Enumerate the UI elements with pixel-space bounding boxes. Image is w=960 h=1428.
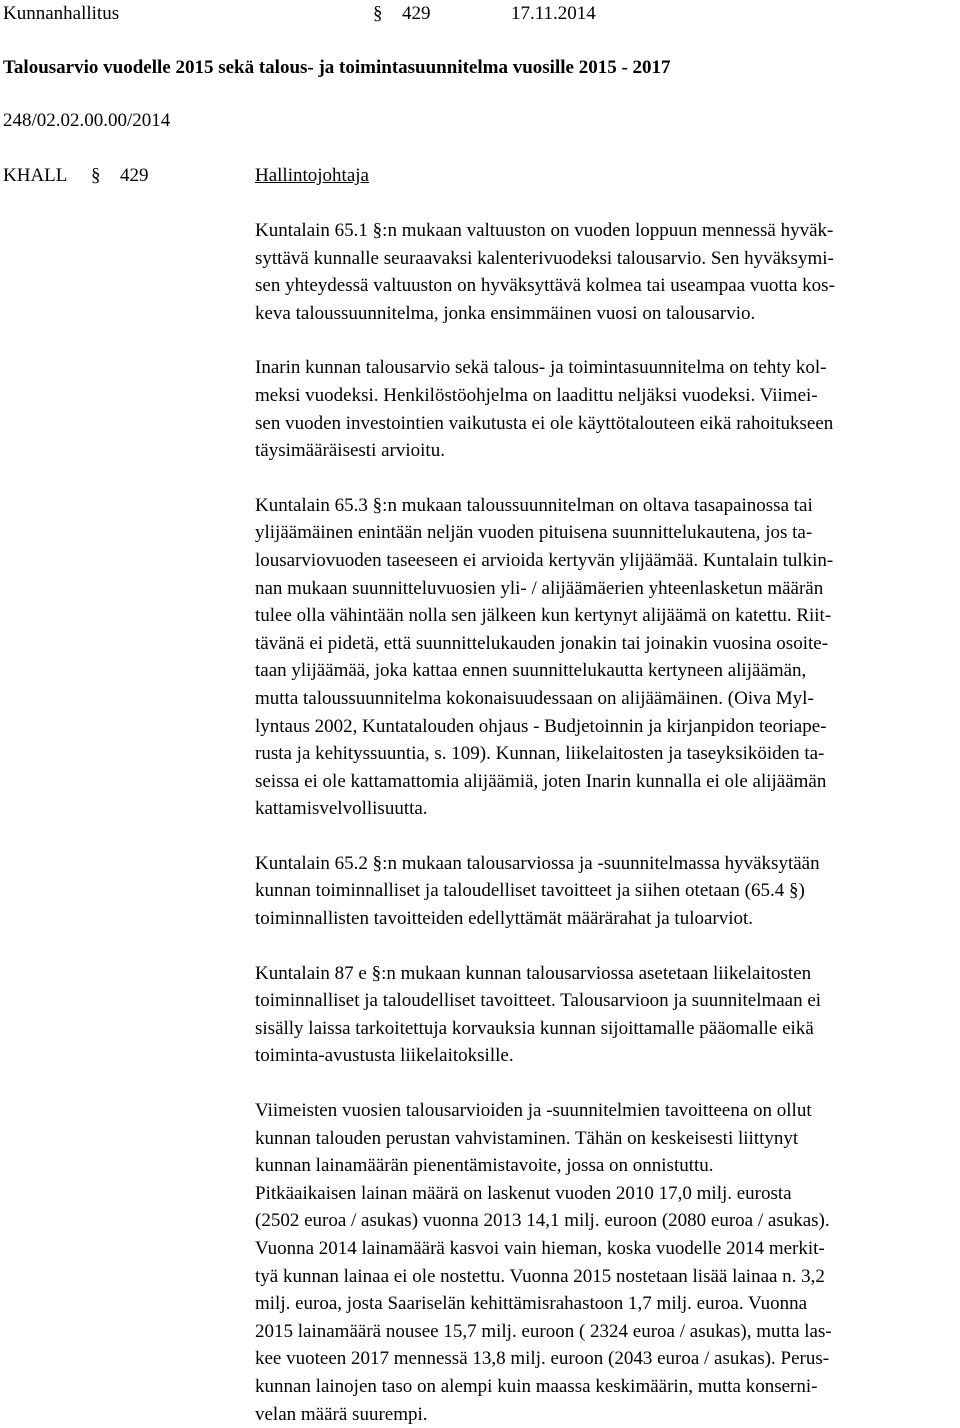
paragraph-2 bbox=[255, 354, 955, 464]
document-title: Talousarvio vuodelle 2015 sekä talous- ja toimintasuunnitelma vuosille 2015 - 2017 bbox=[3, 57, 671, 78]
text-line: sen yhteydessä valtuuston on hyväksyttävä kolmea tai useampaa vuotta kos- bbox=[255, 275, 835, 297]
text-line: ylijäämäinen enintään neljän vuoden pituisena suunnittelukautena, jos ta- bbox=[255, 522, 813, 544]
text-line: velan määrä suurempi. bbox=[255, 1403, 428, 1425]
text-line: kunnan lainamäärän pienentämistavoite, jossa on onnistuttu. bbox=[255, 1155, 714, 1177]
text-line: taan ylijäämää, joka kattaa ennen suunnittelukautta kertyneen alijäämän, bbox=[255, 660, 807, 682]
section-symbol: § bbox=[373, 3, 383, 24]
body-text bbox=[255, 217, 955, 1428]
text-line: kunnan talouden perustan vahvistaminen. Tähän on keskeisesti liittynyt bbox=[255, 1127, 799, 1149]
paragraph-6 bbox=[255, 1097, 955, 1428]
paragraph-3 bbox=[255, 492, 955, 823]
text-line: Inarin kunnan talousarvio sekä talous- ja toimintasuunnitelma on tehty kol- bbox=[255, 357, 827, 379]
text-line: Vuonna 2014 lainamäärä kasvoi vain hieman, koska vuodelle 2014 merkit- bbox=[255, 1238, 825, 1259]
text-line: sisälly laissa tarkoitettuja korvauksia kunnan sijoittamalle pääomalle eikä bbox=[255, 1017, 814, 1039]
text-line: Kuntalain 65.3 §:n mukaan taloussuunnitelman on oltava tasapainossa tai bbox=[255, 494, 813, 516]
header-date: 17.11.2014 bbox=[511, 3, 596, 24]
khall-section-symbol: § bbox=[91, 165, 101, 186]
text-line: tyä kunnan lainaa ei ole nostettu. Vuonna 2015 nostetaan lisää lainaa n. 3,2 bbox=[255, 1265, 825, 1287]
text-line: tulee olla vähintään nolla sen jälkeen kun kertynyt alijäämä on katettu. Riit- bbox=[255, 605, 832, 627]
text-line: meksi vuodeksi. Henkilöstöohjelma on laadittu neljäksi vuodeksi. Viimei- bbox=[255, 384, 818, 406]
paragraph-1 bbox=[255, 217, 955, 327]
record-number: 248/02.02.00.00/2014 bbox=[3, 110, 171, 131]
paragraph-4 bbox=[255, 850, 955, 933]
text-line: kunnan toiminnalliset ja taloudelliset tavoitteet ja siihen otetaan (65.4 §) bbox=[255, 880, 805, 902]
text-line: sen vuoden investointien vaikutusta ei ole käyttötalouteen eikä rahoitukseen bbox=[255, 412, 834, 434]
header-org: Kunnanhallitus bbox=[3, 3, 120, 24]
text-line: keva taloussuunnitelma, jonka ensimmäinen vuosi on talousarvio. bbox=[255, 302, 756, 324]
text-line: rusta ja kehityssuuntia, s. 109). Kunnan, liikelaitosten ja taseyksiköiden ta- bbox=[255, 743, 825, 765]
text-line: lyntaus 2002, Kuntatalouden ohjaus - Budjetoinnin ja kirjanpidon teoriape- bbox=[255, 715, 827, 737]
text-line: Kuntalain 87 e §:n mukaan kunnan talousarviossa asetetaan liikelaitosten bbox=[255, 962, 812, 984]
text-line: 2015 lainamäärä nousee 15,7 milj. euroon ( 2324 euroa / asukas), mutta las- bbox=[255, 1320, 832, 1342]
text-line: tävänä ei pidetä, että suunnittelukauden jonakin tai joinakin vuosina osoite- bbox=[255, 632, 829, 654]
text-line: toiminnallisten tavoitteiden edellyttämät määrärahat ja tuloarviot. bbox=[255, 908, 754, 930]
text-line: syttävä kunnalle seuraavaksi kalenterivuodeksi talousarvio. Sen hyväksymi- bbox=[255, 247, 834, 269]
khall-label: KHALL bbox=[3, 165, 68, 186]
text-line: täysimääräisesti arvioitu. bbox=[255, 440, 445, 462]
text-line: milj. euroa, josta Saariselän kehittämisrahastoon 1,7 milj. euroa. Vuonna bbox=[255, 1293, 808, 1315]
text-line: Kuntalain 65.1 §:n mukaan valtuuston on vuoden loppuun mennessä hyväk- bbox=[255, 220, 834, 241]
text-line: kattamisvelvollisuutta. bbox=[255, 798, 428, 820]
header-section-number: 429 bbox=[402, 3, 431, 24]
khall-number: 429 bbox=[120, 165, 149, 186]
presenter: Hallintojohtaja bbox=[255, 165, 369, 186]
text-line: kunnan lainojen taso on alempi kuin maassa keskimäärin, mutta konserni- bbox=[255, 1375, 818, 1397]
text-line: seissa ei ole kattamattomia alijäämiä, joten Inarin kunnalla ei ole alijäämän bbox=[255, 770, 827, 792]
text-line: (2502 euroa / asukas) vuonna 2013 14,1 milj. euroon (2080 euroa / asukas). bbox=[255, 1210, 830, 1232]
text-line: Viimeisten vuosien talousarvioiden ja -suunnitelmien tavoitteena on ollut bbox=[255, 1100, 812, 1122]
text-line: Pitkäaikaisen lainan määrä on laskenut vuoden 2010 17,0 milj. eurosta bbox=[255, 1182, 792, 1204]
text-line: kee vuoteen 2017 mennessä 13,8 milj. euroon (2043 euroa / asukas). Perus- bbox=[255, 1348, 830, 1370]
text-line: nan mukaan suunnitteluvuosien yli- / alijäämäerien yhteenlasketun määrän bbox=[255, 577, 824, 599]
text-line: mutta taloussuunnitelma kokonaisuudessaan on alijäämäinen. (Oiva Myl- bbox=[255, 687, 814, 709]
text-line: lousarviovuoden taseeseen ei arvioida kertyvän ylijäämää. Kuntalain tulkin- bbox=[255, 549, 834, 571]
text-line: toiminnalliset ja taloudelliset tavoitteet. Talousarvioon ja suunnitelmaan ei bbox=[255, 990, 822, 1012]
text-line: toiminta-avustusta liikelaitoksille. bbox=[255, 1045, 514, 1067]
paragraph-5 bbox=[255, 960, 955, 1070]
text-line: Kuntalain 65.2 §:n mukaan talousarviossa ja -suunnitelmassa hyväksytään bbox=[255, 852, 820, 874]
